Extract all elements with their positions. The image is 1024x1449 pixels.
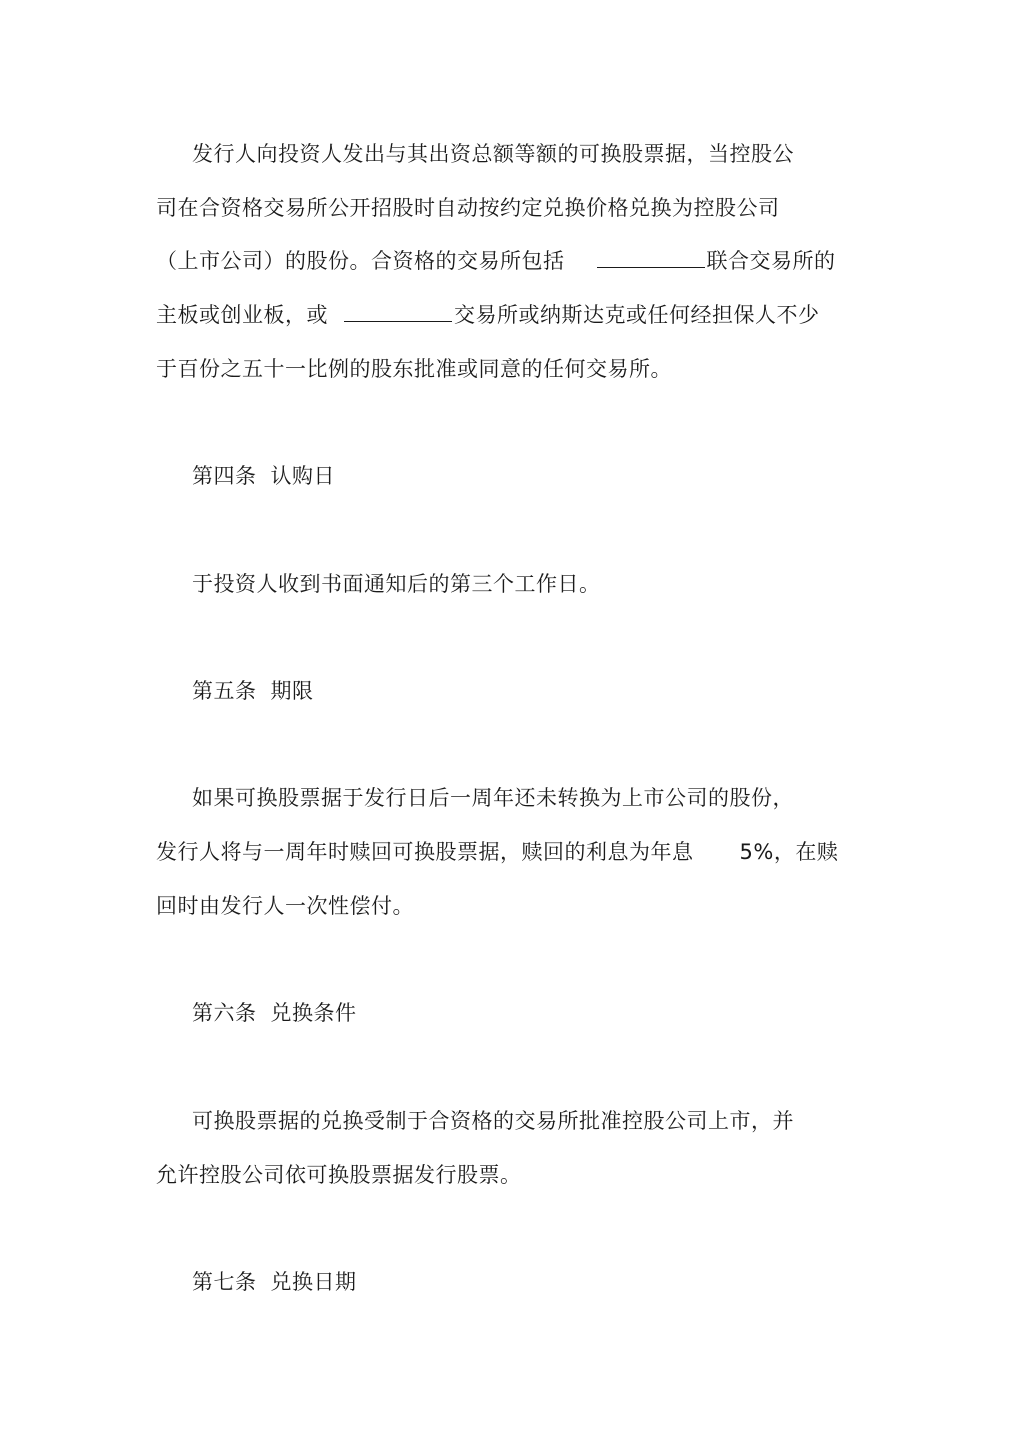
article-heading <box>192 999 357 1027</box>
text: 于百份之五十一比例的股东批准或同意的任何交易所。 <box>156 357 672 381</box>
paragraph-line <box>192 570 601 598</box>
text: 主板或创业板，或 <box>156 303 328 327</box>
article-heading <box>192 677 314 705</box>
article-title: 兑换日期 <box>270 1270 357 1294</box>
paragraph-line <box>156 1161 522 1189</box>
article-number: 第五条 <box>192 679 257 703</box>
text: 发行人向投资人发出与其出资总额等额的可换股票据，当控股公 <box>192 142 794 166</box>
text: 于投资人收到书面通知后的第三个工作日。 <box>192 572 601 596</box>
article-title: 兑换条件 <box>270 1001 357 1025</box>
text: 如果可换股票据于发行日后一周年还未转换为上市公司的股份， <box>192 786 794 810</box>
article-number: 第六条 <box>192 1001 257 1025</box>
text: 可换股票据的兑换受制于合资格的交易所批准控股公司上市，并 <box>192 1109 794 1133</box>
article-heading <box>192 1268 357 1296</box>
fill-in-blank[interactable] <box>597 247 705 268</box>
paragraph-line <box>156 838 838 866</box>
article-number: 第七条 <box>192 1270 257 1294</box>
text: 司在合资格交易所公开招股时自动按约定兑换价格兑换为控股公司 <box>156 196 780 220</box>
paragraph-line <box>156 355 672 383</box>
paragraph-line <box>156 301 820 329</box>
text: （上市公司）的股份。合资格的交易所包括 <box>156 249 565 273</box>
text: 5%，在赎 <box>739 840 839 864</box>
text: 允许控股公司依可换股票据发行股票。 <box>156 1163 522 1187</box>
fill-in-blank[interactable] <box>344 301 452 322</box>
text: 联合交易所的 <box>706 249 836 273</box>
text: 交易所或纳斯达克或任何经担保人不少 <box>454 303 820 327</box>
paragraph-line <box>156 892 414 920</box>
paragraph-line <box>192 1107 794 1135</box>
article-title: 期限 <box>270 679 314 703</box>
paragraph-line <box>192 140 794 168</box>
paragraph-line <box>192 784 794 812</box>
paragraph-line <box>156 194 780 222</box>
text: 发行人将与一周年时赎回可换股票据，赎回的利息为年息 <box>156 840 694 864</box>
article-title: 认购日 <box>270 464 335 488</box>
text: 回时由发行人一次性偿付。 <box>156 894 414 918</box>
paragraph-line <box>156 247 836 275</box>
article-number: 第四条 <box>192 464 257 488</box>
article-heading <box>192 462 335 490</box>
